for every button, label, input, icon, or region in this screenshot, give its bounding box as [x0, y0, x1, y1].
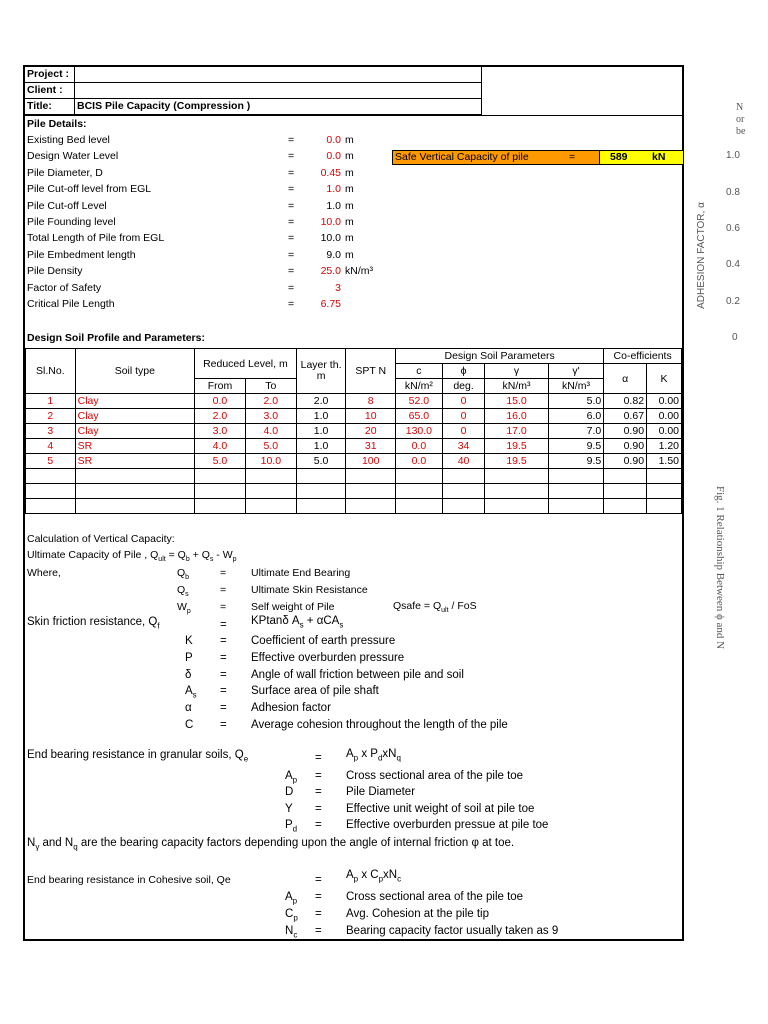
project-label: Project : [27, 68, 70, 80]
definition-desc: Coefficient of earth pressure [251, 635, 396, 647]
soil-cell: 0 [442, 394, 485, 409]
txt: A [285, 770, 293, 782]
soil-cell: 0.0 [396, 439, 443, 454]
txt: / FoS [448, 600, 477, 612]
sub: s [192, 690, 197, 700]
definition-symbol [285, 770, 297, 784]
tick-label: 0.4 [726, 259, 740, 270]
end-cohesive-eq: = [315, 874, 322, 886]
txt: xN [382, 748, 397, 760]
tick-label: 0.6 [726, 223, 740, 234]
pile-detail-label: Pile Founding level [27, 216, 116, 228]
pile-detail-unit: m [345, 248, 354, 261]
sub: q [73, 842, 78, 852]
txt: A [346, 869, 354, 881]
col-spt: SPT N [346, 349, 396, 394]
pile-detail-eq: = [288, 183, 295, 196]
safe-capacity-eq: = [569, 151, 576, 163]
skin-formula [251, 615, 343, 629]
col-coefficients: Co-efficients [604, 349, 682, 364]
pile-detail-unit: m [345, 216, 354, 228]
txt: A [346, 748, 354, 760]
sub: c [397, 874, 402, 884]
pile-detail-label: Pile Cut-off Level [27, 199, 107, 212]
pile-detail-value: 1.0 [326, 199, 341, 212]
soil-cell: 5 [26, 454, 76, 469]
sub: d [377, 753, 383, 763]
soil-cell: SR [75, 454, 194, 469]
definition-desc: Cross sectional area of the pile toe [346, 891, 524, 903]
soil-cell: 65.0 [396, 409, 443, 424]
soil-cell: 0.90 [604, 439, 647, 454]
pile-detail-eq: = [288, 298, 295, 310]
qs-symbol [177, 584, 189, 598]
txt: W [177, 601, 187, 613]
txt: End bearing resistance in granular soils, Q [27, 749, 244, 761]
definition-eq: = [220, 719, 227, 731]
sub: p [378, 874, 384, 884]
definition-symbol [185, 635, 193, 647]
txt: Qsafe = Q [393, 600, 442, 612]
side-figure-caption: Fig. 1 Relationship Between ϕ and N [714, 486, 726, 650]
pile-detail-label: Pile Cut-off level from EGL [27, 183, 152, 196]
soil-cell: 8 [346, 394, 396, 409]
txt: = Q [165, 549, 186, 561]
definition-eq: = [315, 925, 322, 937]
soil-cell: 5.0 [548, 394, 604, 409]
end-granular-formula [346, 748, 401, 762]
definition-eq: = [315, 819, 322, 832]
definition-symbol [185, 702, 192, 714]
definition-desc: Effective overburden pressue at pile toe [346, 819, 549, 832]
definition-eq: = [315, 802, 322, 815]
pile-detail-unit: m [345, 166, 354, 179]
soil-cell: Clay [75, 409, 194, 424]
txt: C [185, 719, 194, 731]
txt: P [185, 651, 193, 664]
wp-desc: Self weight of Pile [251, 601, 335, 613]
pile-detail-eq: = [288, 199, 295, 212]
pile-detail-value: 0.0 [326, 150, 341, 163]
soil-cell: 4.0 [245, 424, 296, 439]
definition-eq: = [220, 685, 227, 698]
definition-desc: Avg. Cohesion at the pile tip [346, 908, 489, 920]
sub: c [293, 930, 298, 940]
safe-capacity-unit: kN [652, 151, 666, 163]
sub: p [353, 874, 359, 884]
side-fragment-line: N [736, 102, 744, 113]
sub: q [396, 753, 401, 763]
tick-label: 1.0 [726, 150, 740, 161]
sub: ult [158, 556, 166, 564]
sub: e [243, 754, 249, 764]
definition-desc: Adhesion factor [251, 702, 331, 715]
txt: Skin friction resistance, Q [27, 616, 158, 628]
definition-desc: Effective overburden pressure [251, 651, 405, 664]
qs-desc: Ultimate Skin Resistance [251, 584, 368, 596]
definition-symbol [185, 669, 191, 681]
pile-detail-label: Critical Pile Length [27, 298, 115, 310]
qs-eq: = [220, 584, 227, 596]
unit-gamma-prime: kN/m³ [548, 379, 604, 394]
txt: x P [358, 748, 378, 760]
txt: + Q [189, 549, 210, 561]
title-label: Title: [27, 100, 52, 112]
qsafe-formula [393, 600, 477, 614]
definition-symbol [285, 786, 293, 798]
pile-detail-value: 10.0 [320, 232, 341, 245]
unit-c: kN/m² [396, 379, 443, 394]
col-to: To [245, 379, 296, 394]
pile-detail-value: 1.0 [326, 183, 341, 196]
pile-detail-label: Total Length of Pile from EGL [27, 232, 165, 245]
soil-cell: 0.90 [604, 454, 647, 469]
col-design-params: Design Soil Parameters [396, 349, 604, 364]
ultimate-text: Ultimate Capacity of Pile , Q [27, 549, 159, 561]
soil-cell: Clay [75, 394, 194, 409]
tick-label: 0 [732, 332, 738, 343]
soil-cell: 0.0 [195, 394, 246, 409]
txt: N [27, 837, 36, 849]
txt: + αCA [303, 615, 340, 627]
pile-detail-unit: m [345, 150, 354, 163]
sym-alpha: α [604, 364, 647, 394]
pile-detail-eq: = [288, 150, 295, 163]
end-granular-eq: = [315, 752, 322, 764]
title-value: BCIS Pile Capacity (Compression ) [77, 100, 251, 112]
definition-symbol [185, 652, 193, 664]
pile-detail-eq: = [288, 232, 295, 245]
pile-detail-eq: = [288, 248, 295, 261]
pile-detail-label: Design Water Level [27, 150, 119, 163]
pile-detail-unit: kN/m³ [345, 265, 373, 278]
soil-cell: 0 [442, 424, 485, 439]
sub: p [232, 556, 237, 564]
pile-detail-label: Factor of Safety [27, 281, 102, 294]
side-axis-label: ADHESION FACTOR, α [695, 202, 707, 309]
safe-capacity-value: 589 [610, 151, 628, 163]
pile-detail-value: 3 [335, 281, 341, 294]
pile-detail-unit: m [345, 232, 354, 245]
side-fragment-line: or [736, 114, 745, 125]
definition-symbol [285, 819, 297, 833]
sub: f [157, 621, 160, 631]
soil-cell: 0.00 [647, 424, 682, 439]
soil-cell: 0.00 [647, 394, 682, 409]
pile-detail-eq: = [288, 265, 295, 278]
sub: p [292, 775, 298, 785]
pile-detail-eq: = [288, 216, 295, 228]
pile-detail-unit: m [345, 183, 354, 196]
pile-detail-value: 10.0 [320, 216, 341, 228]
client-label: Client : [27, 84, 63, 96]
pile-detail-unit: m [345, 134, 354, 146]
definition-symbol [185, 685, 197, 699]
txt: C [285, 908, 294, 920]
soil-cell: 4.0 [195, 439, 246, 454]
definition-symbol [285, 908, 298, 922]
end-granular-label [27, 749, 248, 763]
pile-detail-eq: = [288, 281, 295, 294]
wp-symbol [177, 601, 191, 615]
side-fragment-top [736, 102, 745, 138]
unit-gamma: kN/m³ [485, 379, 548, 394]
soil-cell: 40 [442, 454, 485, 469]
pile-detail-value: 25.0 [320, 265, 341, 278]
sym-c: c [396, 364, 443, 379]
soil-cell: 1 [26, 394, 76, 409]
definition-desc: Pile Diameter [346, 786, 416, 799]
soil-cell: 15.0 [485, 394, 548, 409]
soil-cell: 7.0 [548, 424, 604, 439]
sub: s [339, 620, 344, 630]
definition-eq: = [315, 770, 322, 782]
soil-cell: 10 [346, 409, 396, 424]
ultimate-capacity-formula [27, 549, 237, 563]
sym-gamma-prime: γ' [548, 364, 604, 379]
soil-cell: 5.0 [245, 439, 296, 454]
soil-cell: 34 [442, 439, 485, 454]
soil-cell: 6.0 [548, 409, 604, 424]
pile-detail-value: 0.45 [320, 166, 341, 179]
soil-cell: 9.5 [548, 439, 604, 454]
soil-cell: 1.0 [296, 439, 346, 454]
pile-details-heading: Pile Details: [27, 118, 87, 130]
definition-eq: = [315, 908, 322, 920]
side-fragment-line: be [736, 126, 746, 137]
soil-cell: 19.5 [485, 454, 548, 469]
definition-desc: Surface area of pile shaft [251, 685, 379, 698]
sub: s [185, 591, 189, 599]
definition-symbol [285, 803, 293, 815]
sub: p [353, 753, 359, 763]
soil-cell: 1.0 [296, 409, 346, 424]
soil-cell: 3.0 [195, 424, 246, 439]
txt: Y [285, 802, 293, 815]
txt: KPtanδ A [251, 615, 300, 627]
soil-cell: 2 [26, 409, 76, 424]
qb-symbol [177, 567, 189, 581]
sym-phi: ϕ [442, 364, 485, 379]
soil-cell: 0.82 [604, 394, 647, 409]
sub: p [292, 896, 298, 906]
wp-eq: = [220, 601, 227, 613]
soil-cell: 2.0 [296, 394, 346, 409]
soil-cell: 0.0 [396, 454, 443, 469]
soil-cell: 3.0 [245, 409, 296, 424]
soil-cell: 5.0 [296, 454, 346, 469]
definition-symbol [285, 925, 297, 939]
pile-detail-value: 6.75 [320, 298, 341, 310]
soil-cell: 1.50 [647, 454, 682, 469]
txt: A [185, 685, 193, 698]
definition-eq: = [315, 786, 322, 799]
definition-eq: = [220, 702, 227, 715]
txt: Q [177, 584, 186, 596]
sub: s [209, 556, 214, 564]
pile-detail-label: Pile Embedment length [27, 248, 136, 261]
pile-detail-eq: = [288, 166, 295, 179]
soil-cell: 2.0 [245, 394, 296, 409]
qb-eq: = [220, 567, 227, 579]
txt: A [285, 891, 293, 903]
skin-eq: = [220, 619, 227, 631]
sub: γ [35, 842, 40, 852]
pile-detail-unit: m [345, 199, 354, 212]
soil-cell: 52.0 [396, 394, 443, 409]
col-layer-thickness-label: Layer th. m [300, 359, 342, 382]
soil-cell: SR [75, 439, 194, 454]
soil-cell: 1.20 [647, 439, 682, 454]
soil-cell: 19.5 [485, 439, 548, 454]
soil-cell: 0 [442, 409, 485, 424]
soil-cell: 9.5 [548, 454, 604, 469]
col-slno: Sl.No. [26, 349, 76, 394]
soil-cell: 16.0 [485, 409, 548, 424]
soil-cell: 2.0 [195, 409, 246, 424]
end-cohesive-formula [346, 869, 401, 883]
tick-label: 0.8 [726, 187, 740, 198]
soil-cell: 1.0 [296, 424, 346, 439]
soil-cell: 10.0 [245, 454, 296, 469]
qb-desc: Ultimate End Bearing [251, 567, 351, 579]
calculation-section [25, 67, 684, 939]
sym-k: K [647, 364, 682, 394]
txt: x C [358, 869, 379, 881]
txt: K [185, 635, 193, 647]
txt: δ [185, 668, 192, 681]
soil-cell: 130.0 [396, 424, 443, 439]
txt: P [285, 819, 293, 832]
txt: N [285, 925, 294, 937]
definition-eq: = [220, 651, 227, 664]
pile-detail-eq: = [288, 134, 295, 146]
txt: Q [177, 567, 186, 579]
where-label: Where, [27, 567, 61, 579]
definition-symbol [285, 891, 297, 905]
definition-desc: Angle of wall friction between pile and soil [251, 668, 464, 681]
pile-detail-label: Existing Bed level [27, 134, 110, 146]
txt: are the bearing capacity factors depending upon the angle of internal friction φ at toe. [77, 837, 515, 849]
definition-eq: = [220, 668, 227, 681]
sub: s [299, 620, 304, 630]
definition-desc: Effective unit weight of soil at pile toe [346, 802, 535, 815]
soil-cell: 0.00 [647, 409, 682, 424]
sub: b [185, 556, 190, 564]
col-soil-type: Soil type [75, 349, 194, 394]
safe-capacity-label: Safe Vertical Capacity of pile [395, 151, 529, 163]
definition-desc: Bearing capacity factor usually taken as 9 [346, 925, 559, 937]
end-cohesive-label: End bearing resistance in Cohesive soil, Qe [27, 874, 231, 886]
soil-profile-heading: Design Soil Profile and Parameters: [27, 332, 205, 344]
calc-heading: Calculation of Vertical Capacity: [27, 533, 175, 545]
soil-cell: 17.0 [485, 424, 548, 439]
definition-eq: = [315, 891, 322, 903]
soil-cell: 20 [346, 424, 396, 439]
col-reduced-level: Reduced Level, m [195, 349, 297, 379]
txt: - W [213, 549, 233, 561]
definition-symbol [185, 719, 193, 731]
soil-cell: Clay [75, 424, 194, 439]
txt: and N [39, 837, 74, 849]
definition-desc: Average cohesion throughout the length of the pile [251, 719, 508, 731]
soil-cell: 0.67 [604, 409, 647, 424]
sub: p [186, 608, 191, 616]
soil-cell: 0.90 [604, 424, 647, 439]
soil-cell: 31 [346, 439, 396, 454]
soil-cell: 5.0 [195, 454, 246, 469]
unit-phi: deg. [442, 379, 485, 394]
txt: α [185, 702, 192, 715]
col-from: From [195, 379, 246, 394]
sub: p [293, 913, 298, 923]
soil-cell: 4 [26, 439, 76, 454]
soil-cell: 100 [346, 454, 396, 469]
pile-detail-label: Pile Density [27, 265, 83, 278]
sym-gamma: γ [485, 364, 548, 379]
skin-friction-label [27, 616, 160, 630]
pile-detail-label: Pile Diameter, D [27, 166, 103, 179]
sub: b [185, 574, 190, 582]
tick-label: 0.2 [726, 296, 740, 307]
definition-desc: Cross sectional area of the pile toe [346, 770, 524, 782]
nq-note [27, 837, 514, 851]
txt: xN [383, 869, 398, 881]
sub: ult [441, 607, 449, 615]
soil-cell: 3 [26, 424, 76, 439]
sub: d [292, 824, 298, 834]
definition-eq: = [220, 635, 227, 647]
pile-detail-value: 9.0 [326, 248, 341, 261]
pile-detail-value: 0.0 [326, 134, 341, 146]
calculation-sheet [23, 65, 684, 941]
txt: D [285, 786, 294, 799]
